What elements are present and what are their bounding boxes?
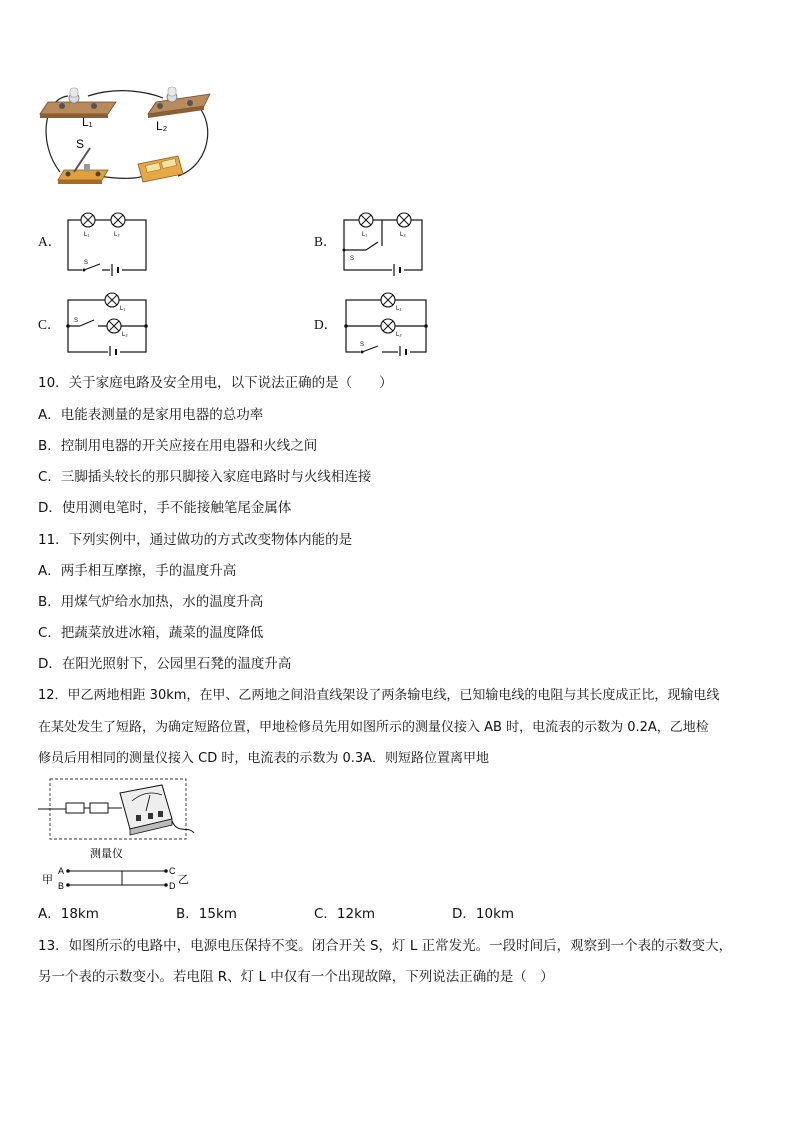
q9-A-s-label: S: [84, 260, 89, 266]
q9-B-l2-label: L₂: [400, 232, 406, 238]
q9-A-l2-label: L₂: [114, 232, 120, 238]
q9-option-B-letter: B．: [314, 234, 337, 249]
label-S: S: [76, 137, 85, 151]
q13-line2: 另一个表的示数变小。若电阻 R、灯 L 中仅有一个出现故障，下列说法正确的是（ ）: [38, 969, 554, 985]
q9-C-l1-label: L₁: [120, 306, 126, 312]
q9-C-s-label: S: [74, 318, 79, 324]
label-L2: L₂: [156, 119, 168, 133]
q12-option-A: A．18km: [38, 906, 99, 922]
q11-option-B: B．用煤气炉给水加热，水的温度升高: [38, 594, 264, 610]
q12-point-B: B: [58, 881, 65, 891]
q9-A-l1-label: L₁: [84, 232, 90, 238]
q10-option-B: B．控制用电器的开关应接在用电器和火线之间: [38, 438, 318, 454]
q9-D-l2-label: L₂: [396, 332, 402, 338]
q11-option-C: C．把蔬菜放进冰箱，蔬菜的温度降低: [38, 625, 264, 641]
q9-option-A-circuit: [62, 210, 152, 276]
q11-stem: 11．下列实例中，通过做功的方式改变物体内能的是: [38, 532, 353, 548]
q12-device-label: 测量仪: [90, 847, 123, 860]
q11-option-A: A．两手相互摩擦，手的温度升高: [38, 563, 237, 579]
q12-option-B: B．15km: [176, 906, 237, 922]
q12-point-D: D: [169, 881, 176, 891]
q12-label-yi: 乙: [178, 873, 189, 886]
q13-line1: 13．如图所示的电路中，电源电压保持不变。闭合开关 S，灯 L 正常发光。一段时间后，观察到一个表的示数变大，: [38, 938, 733, 954]
q9-option-D-letter: D．: [314, 317, 338, 332]
q10-stem: 10．关于家庭电路及安全用电，以下说法正确的是（ ）: [38, 375, 393, 391]
q12-measuring-figure: [38, 775, 198, 897]
q9-option-C-letter: C．: [38, 317, 61, 332]
q12-line1: 12．甲乙两地相距 30km，在甲、乙两地之间沿直线架设了两条输电线，已知输电线的电阻与其长度成正比，现输电线: [38, 688, 720, 703]
q12-line2: 在某处发生了短路，为确定短路位置，甲地检修员先用如图所示的测量仪接入 AB 时，电流表的示数为 0.2A，乙地检: [38, 720, 709, 735]
q10-option-D: D．使用测电笔时，手不能接触笔尾金属体: [38, 500, 292, 516]
q10-option-C: C．三脚插头较长的那只脚接入家庭电路时与火线相连接: [38, 469, 372, 485]
q9-B-s-label: S: [350, 256, 355, 262]
q12-option-C: C．12km: [314, 906, 376, 922]
q9-option-D-circuit: [338, 290, 432, 356]
q9-option-B-circuit: [338, 208, 428, 276]
q9-option-A-letter: A．: [38, 234, 62, 249]
q9-option-C-circuit: [62, 290, 152, 356]
q11-option-D: D．在阳光照射下，公园里石凳的温度升高: [38, 656, 292, 672]
q10-option-A: A．电能表测量的是家用电器的总功率: [38, 407, 264, 423]
label-L1: L₁: [82, 115, 93, 129]
q9-D-s-label: S: [360, 342, 365, 348]
q9-B-l1-label: L₁: [362, 232, 368, 238]
q12-point-A: A: [58, 866, 65, 876]
q12-label-jia: 甲: [42, 873, 53, 886]
q12-point-C: C: [169, 866, 176, 876]
q9-D-l1-label: L₁: [396, 306, 402, 312]
circuit-photo-figure: [38, 84, 218, 189]
q9-C-l2-label: L₂: [122, 332, 128, 338]
q12-option-D: D．10km: [452, 906, 515, 922]
q12-line3: 修员后用相同的测量仪接入 CD 时，电流表的示数为 0.3A．则短路位置离甲地: [38, 751, 490, 766]
